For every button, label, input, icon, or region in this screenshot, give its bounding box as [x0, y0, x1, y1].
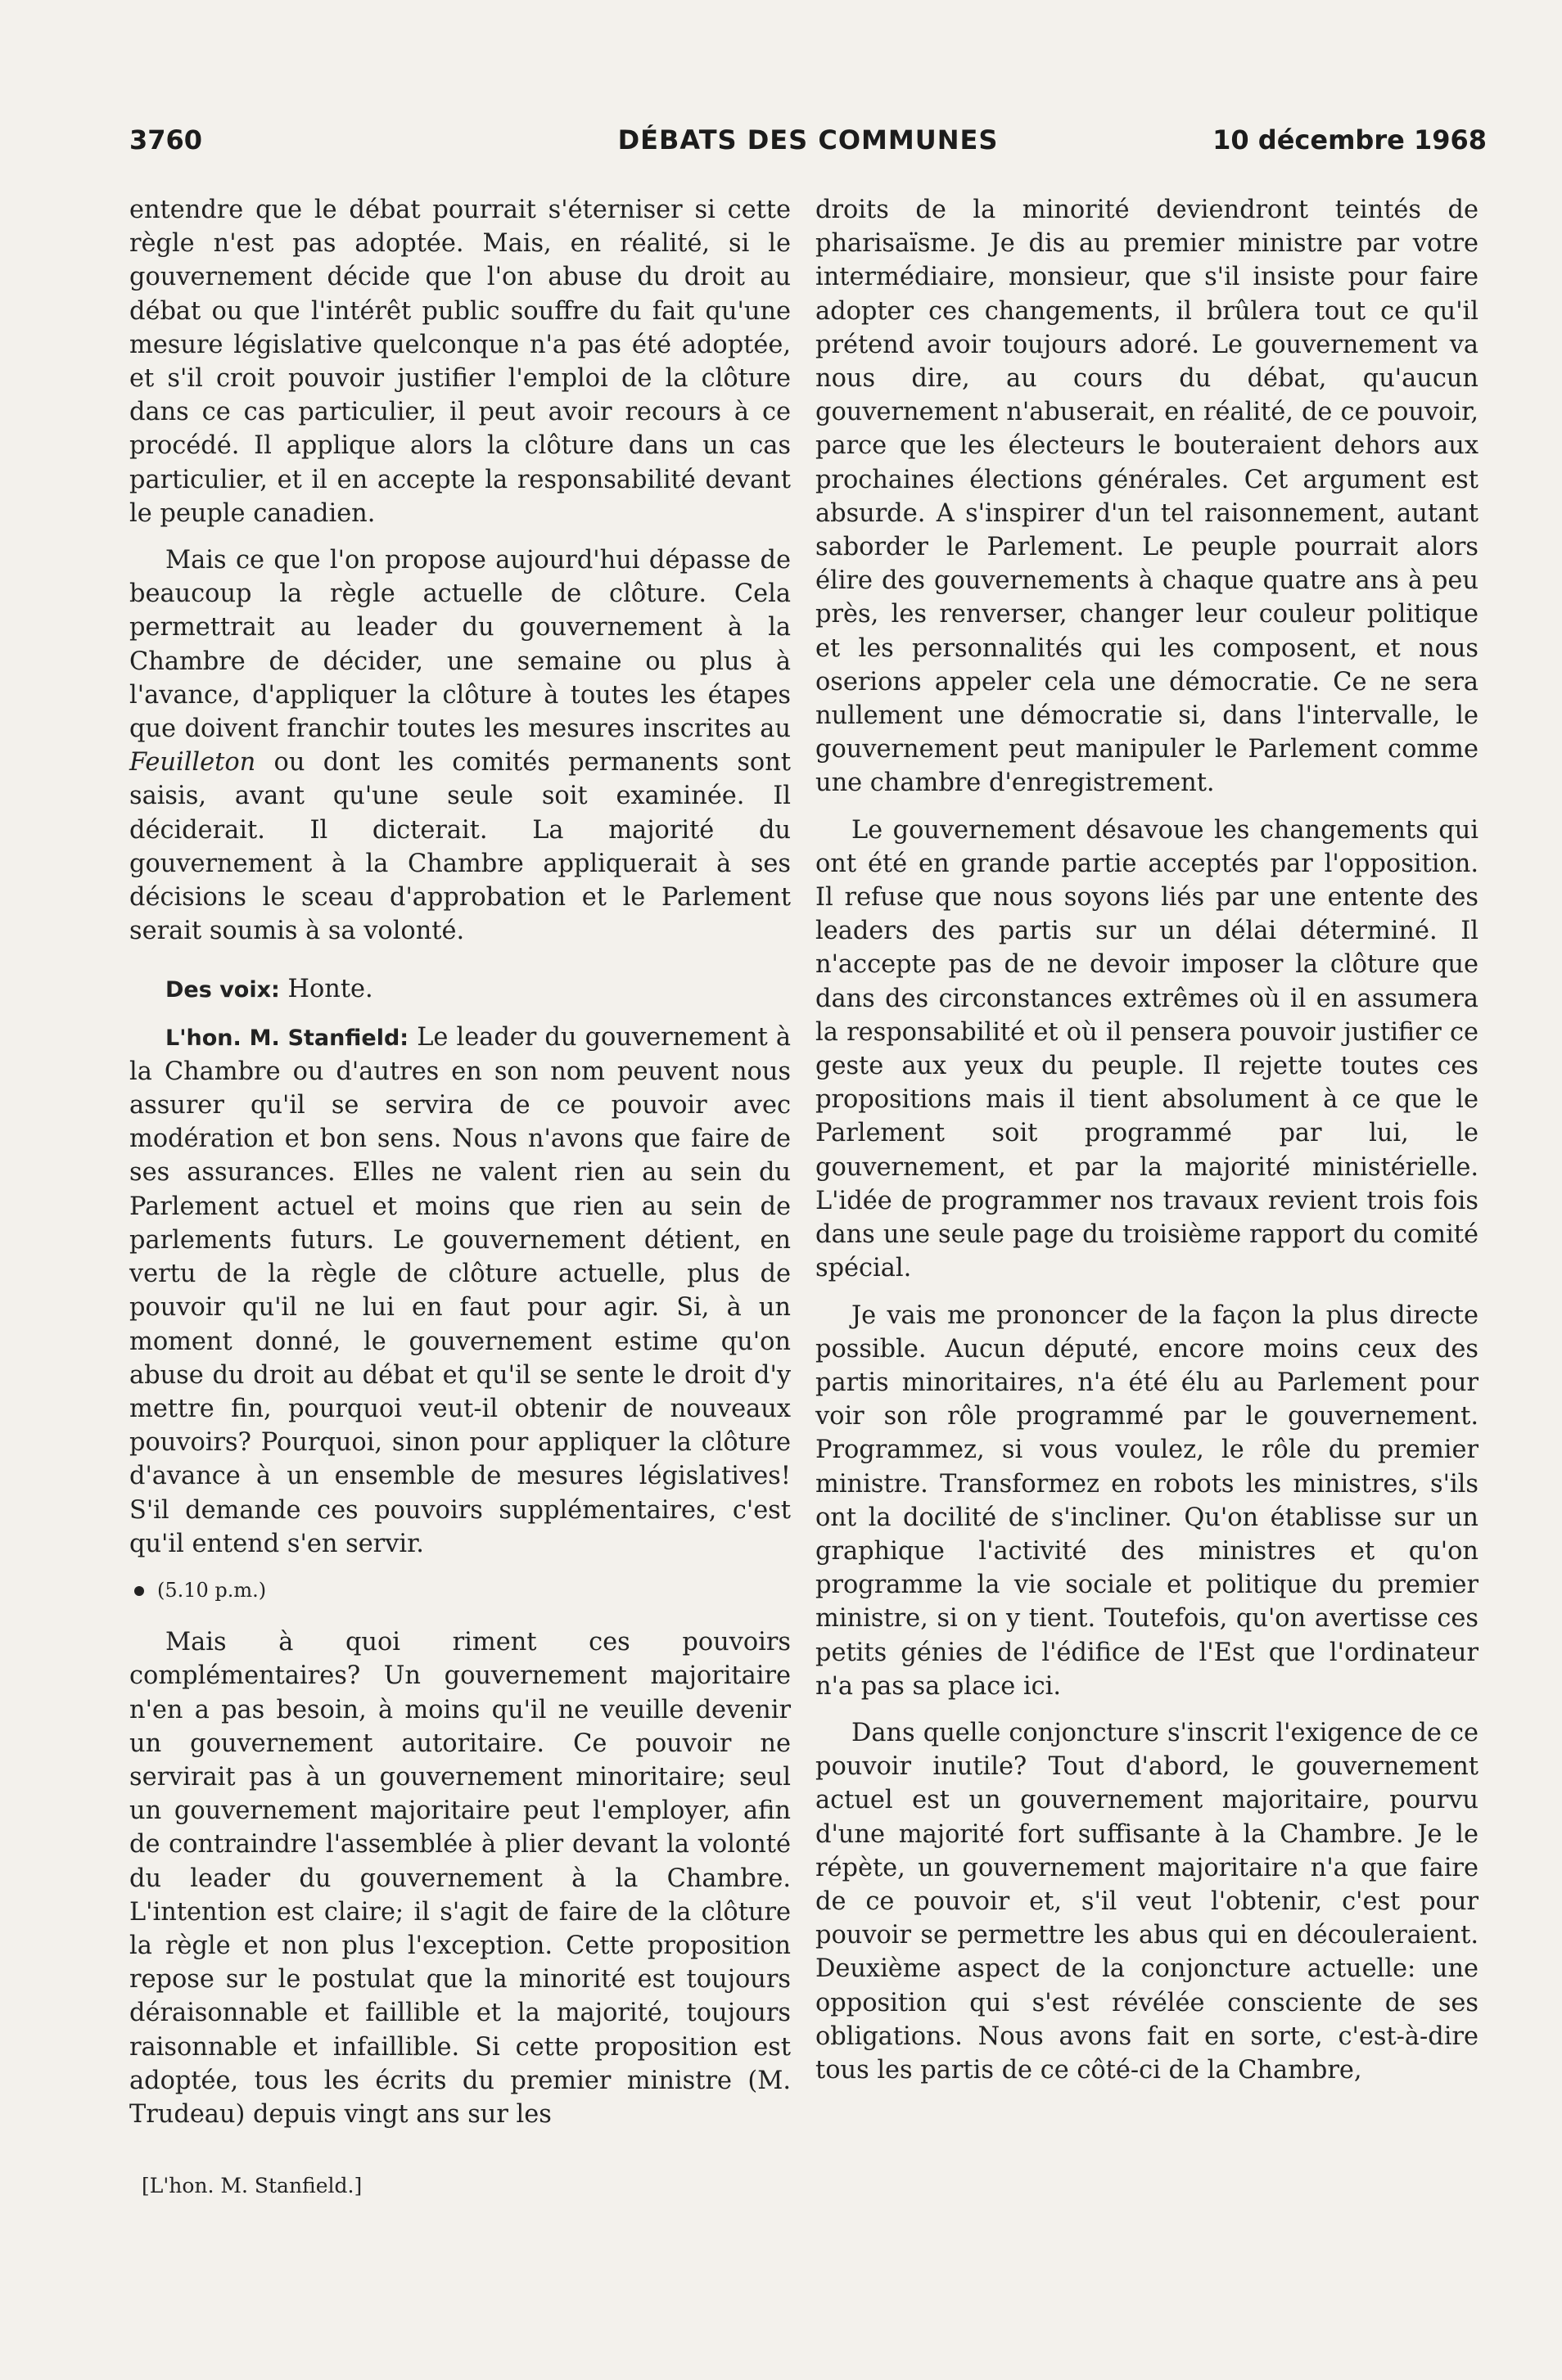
paragraph: Mais à quoi riment ces pouvoirs complémentaires? Un gouvernement majoritaire n'en a pas besoin, à moins qu'il ne veuille devenir un gouvernement autoritaire. Ce pouvoir ne servirait pas à un gouvernement minoritaire; seul un gouvernement majoritaire peut l'employer, afin de contraindre l'assemblée à plier devant la volonté du leader du gouvernement à la Chambre. L'intention est claire; il s'agit de faire de la clôture la règle et non plus l'exception. Cette proposition repose sur le postulat que la minorité est toujours déraisonnable et faillible et la majorité, toujours raisonnable et infaillible. Si cette proposition est adoptée, tous les écrits du premier ministre (M. Trudeau) depuis vingt ans sur les [129, 1628, 791, 2129]
speaker-name: Des voix: [165, 977, 280, 1003]
bullet-icon [134, 1586, 144, 1596]
paragraph: Dans quelle conjoncture s'inscrit l'exigence de ce pouvoir inutile? Tout d'abord, le gouvernement actuel est un gouvernement majoritaire, pourvu d'une majorité fort suffisante à la Chambre. Je le répète, un gouvernement majoritaire n'a que faire de ce pouvoir et, s'il veut l'obtenir, c'est pour pouvoir se permettre les abus qui en découleraient. Deuxième aspect de la conjoncture actuelle: une opposition qui s'est révélée consciente de ses obligations. Nous avons fait en sorte, c'est-à-dire tous les partis de ce côté-ci de la Chambre, [815, 1718, 1478, 2085]
page-number: 3760 [129, 124, 203, 156]
paragraph: entendre que le débat pourrait s'éterniser si cette règle n'est pas adoptée. Mais, en réalité, si le gouvernement décide que l'on abuse du droit au débat ou que l'intérêt public souffre du fait qu'une mesure législative quelconque n'a pas été adoptée, et s'il croit pouvoir justifier l'emploi de la clôture dans ce cas particulier, il peut avoir recours à ce procédé. Il applique alors la clôture dans un cas particulier, et il en accepte la responsabilité devant le peuple canadien. [129, 196, 791, 528]
paragraph: Je vais me prononcer de la façon la plus directe possible. Aucun député, encore moins ceux des partis minoritaires, n'a été élu au Parlement pour voir son rôle programmé par le gouvernement. Programmez, si vous voulez, le rôle du premier ministre. Transformez en robots les ministres, s'ils ont la docilité de s'incliner. Qu'on établisse sur un graphique l'activité des ministres et qu'on programme la vie sociale et politique du premier ministre, si on y tient. Toutefois, qu'on avertisse ces petits génies de l'édifice de l'Est que l'ordinateur n'a pas sa place ici. [815, 1300, 1478, 1701]
left-column [129, 193, 791, 2144]
time-marker [129, 1574, 791, 1607]
sitting-date: 10 décembre 1968 [1212, 124, 1487, 156]
time-stamp: (5.10 p.m.) [157, 1578, 267, 1602]
right-column [815, 193, 1478, 2100]
paragraph-text: ou dont les comités permanents sont saisis, avant qu'une seule soit examinée. Il déciderait. Il dicterait. La majorité du gouvernement à la Chambre appliquerait à ses décisions le sceau d'approbation et le Parlement serait soumis à sa volonté. [129, 748, 791, 946]
speech [129, 1021, 791, 1561]
paragraph-text: Mais ce que l'on propose aujourd'hui dépasse de beaucoup la règle actuelle de clôture. Cela permettrait au leader du gouvernement à la Chambre de décider, une semaine ou plus à l'avance, d'appliquer la clôture à toutes les étapes que doivent franchir toutes les mesures inscrites au [129, 546, 791, 744]
paragraph: droits de la minorité deviendront teintés de pharisaïsme. Je dis au premier ministre par votre intermédiaire, monsieur, que s'il insiste pour faire adopter ces changements, il brûlera tout ce qu'il prétend avoir toujours adoré. Le gouvernement va nous dire, au cours du débat, qu'aucun gouvernement n'abuserait, en réalité, de ce pouvoir, parce que les électeurs le bouteraient dehors aux prochaines élections générales. Cet argument est absurde. A s'inspirer d'un tel raisonnement, autant saborder le Parlement. Le peuple pourrait alors élire des gouvernements à chaque quatre ans à peu près, les renverser, changer leur couleur politique et les personnalités qui les composent, et nous oserions appeler cela une démocratie. Ce ne sera nullement une démocratie si, dans l'intervalle, le gouvernement peut manipuler le Parlement comme une chambre d'enregistrement. [815, 196, 1478, 798]
page-header [129, 124, 1487, 170]
italic-term: Feuilleton [129, 748, 256, 778]
speaker-credit: [L'hon. M. Stanfield.] [142, 2174, 363, 2197]
paragraph [129, 543, 791, 948]
paragraph: Le gouvernement désavoue les changements qui ont été en grande partie acceptés par l'opposition. Il refuse que nous soyons liés par une entente des leaders des partis sur un délai déterminé. Il n'accepte pas de ne devoir imposer la clôture que dans des circonstances extrêmes où il en assumera la responsabilité et où il pensera pouvoir justifier ce geste aux yeux du peuple. Il rejette toutes ces propositions mais il tient absolument à ce que le Parlement soit programmé par lui, le gouvernement, et par la majorité ministérielle. L'idée de programmer nos travaux revient trois fois dans une seule page du troisième rapport du comité spécial. [815, 815, 1478, 1283]
publication-title: DÉBATS DES COMMUNES [617, 124, 999, 156]
speech-text: Honte. [279, 975, 373, 1004]
speech-text: Le leader du gouvernement à la Chambre ou d'autres en son nom peuvent nous assurer qu'il se servira de ce pouvoir avec modération et bon sens. Nous n'avons que faire de ses assurances. Elles ne valent rien au sein du Parlement actuel et moins que rien au sein de parlements futurs. Le gouvernement détient, en vertu de la règle de clôture actuelle, plus de pouvoir qu'il ne lui en faut pour agir. Si, à un moment donné, le gouvernement estime qu'on abuse du droit au débat et qu'il se sente le droit d'y mettre fin, pourquoi veut-il obtenir de nouveaux pouvoirs? Pourquoi, sinon pour appliquer la clôture d'avance à un ensemble de mesures législatives! S'il demande ces pouvoirs supplémentaires, c'est qu'il entend s'en servir. [129, 1022, 791, 1558]
interjection [129, 972, 791, 1007]
speaker-name: L'hon. M. Stanfield: [165, 1025, 409, 1051]
